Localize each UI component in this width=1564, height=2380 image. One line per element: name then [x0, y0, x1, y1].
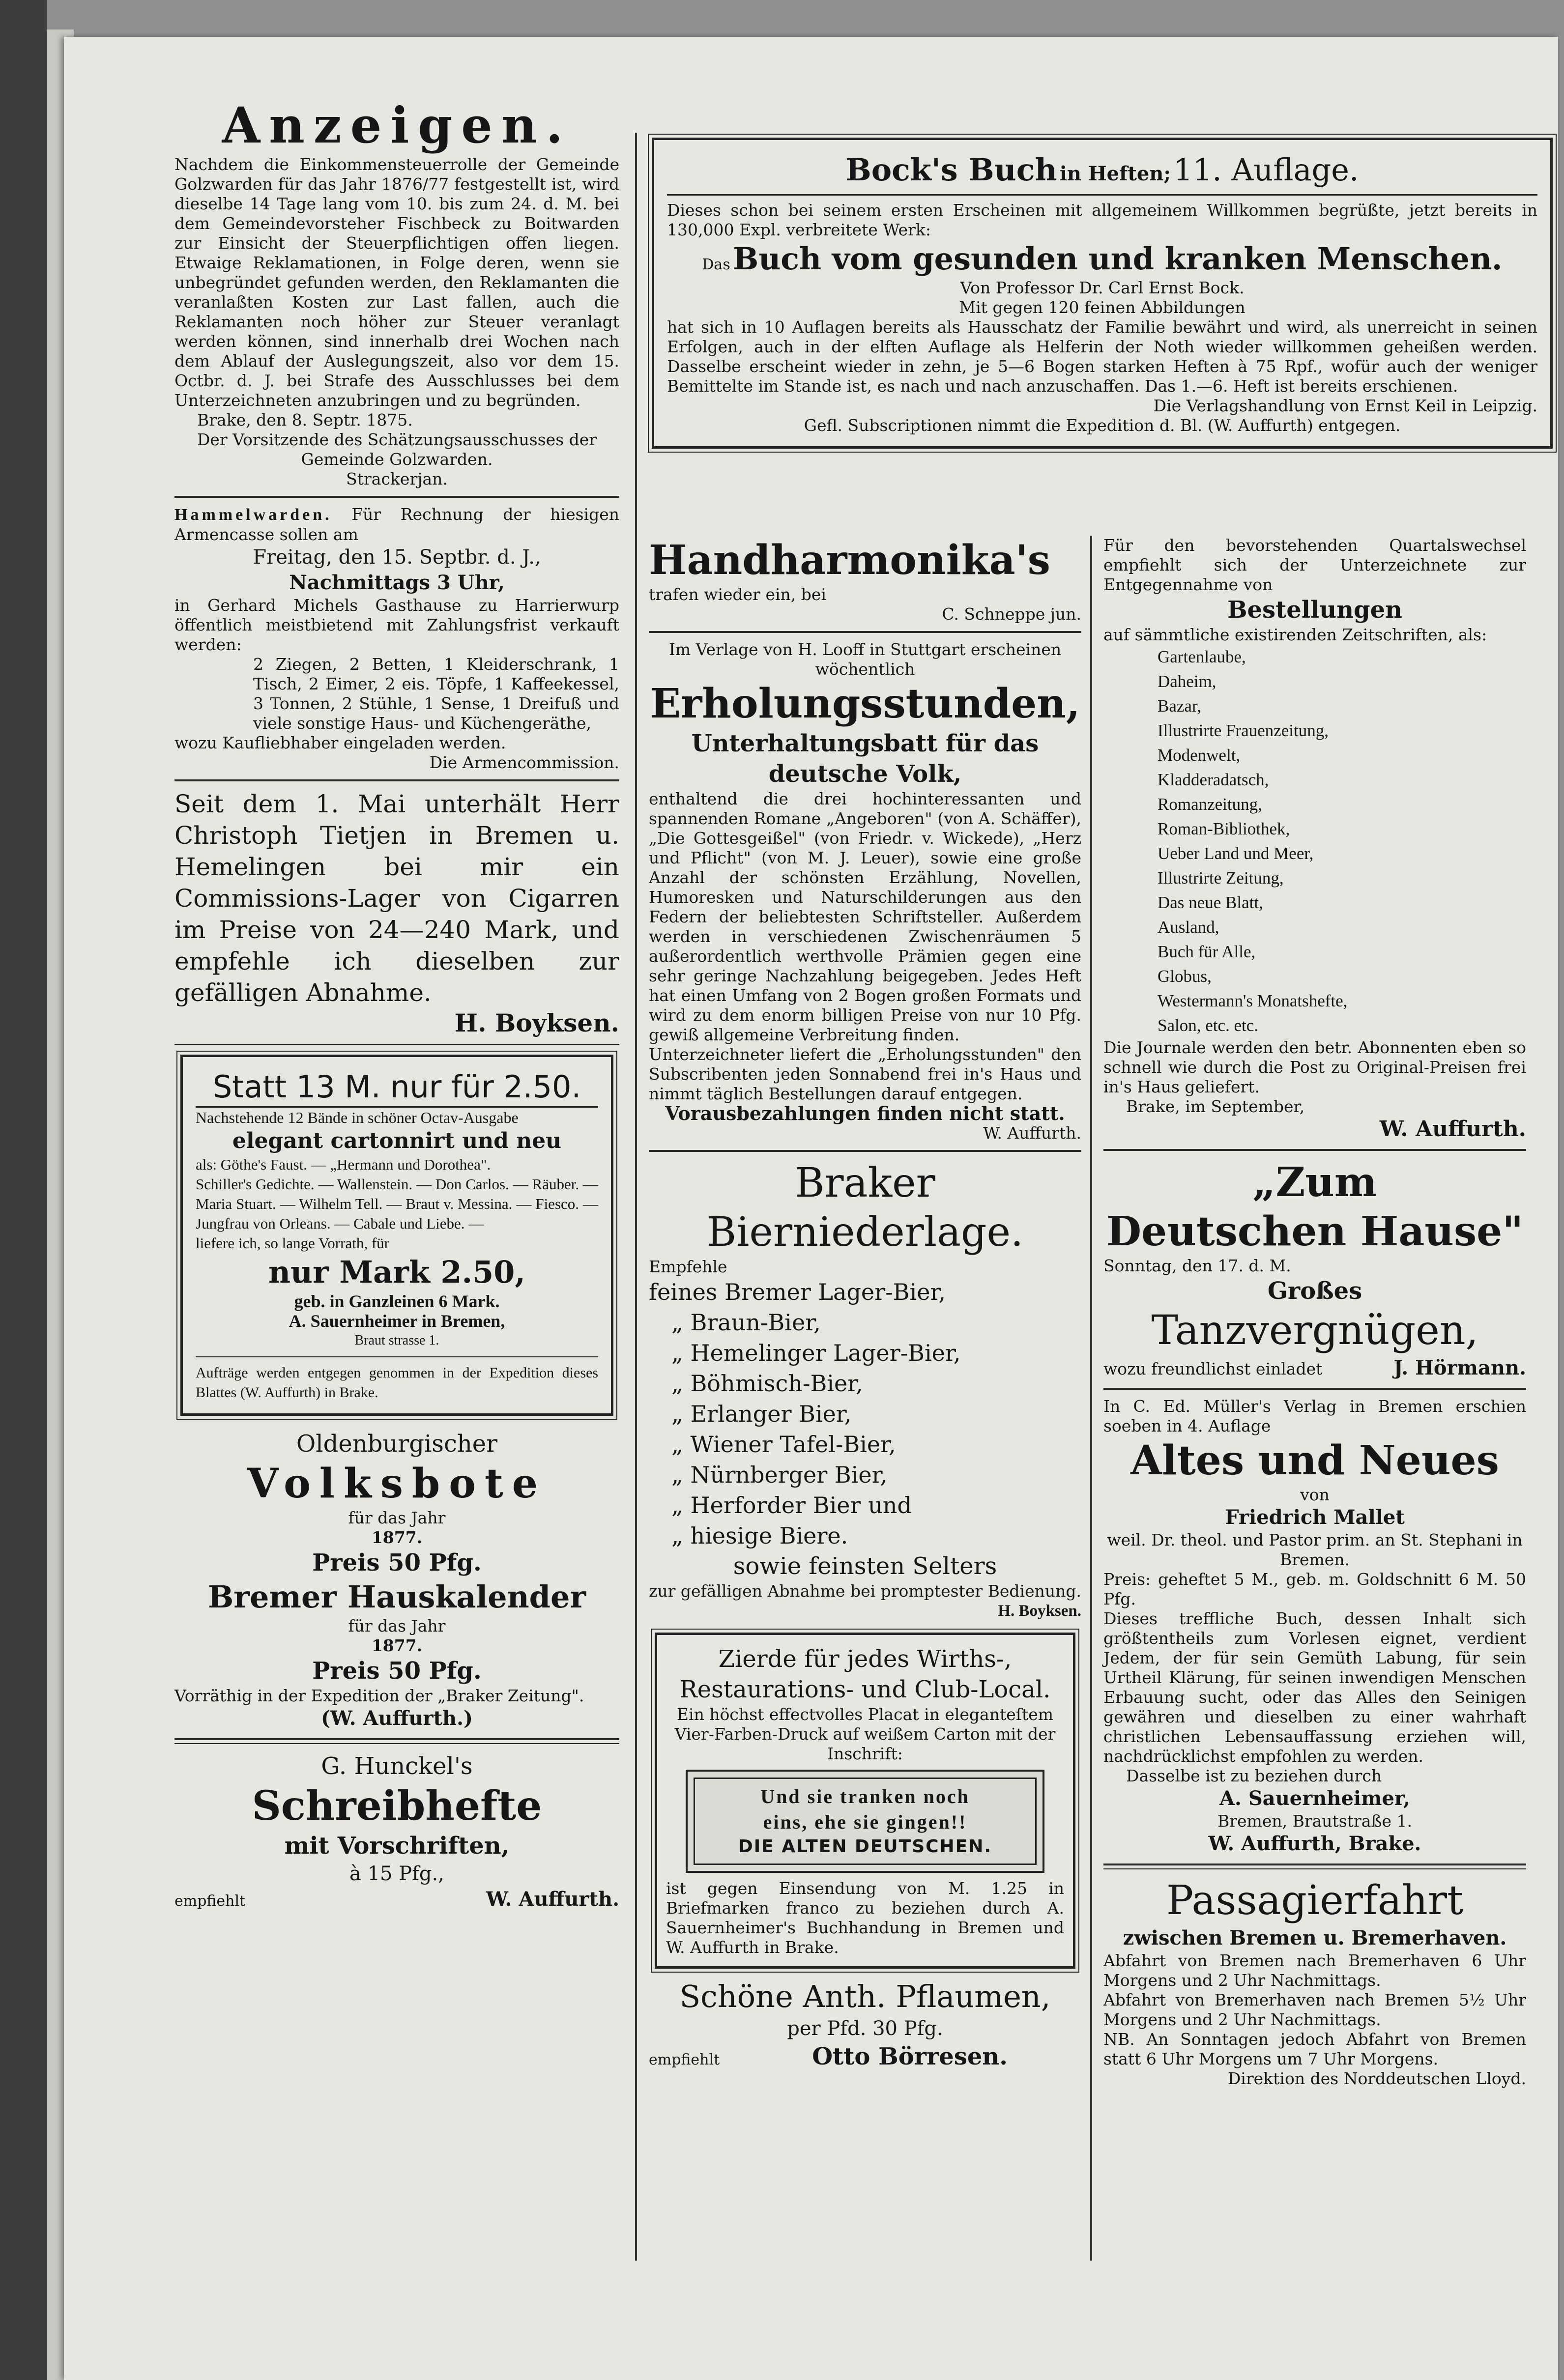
plums-price: per Pfd. 30 Pfg.	[787, 2017, 943, 2040]
dance-big-word: Großes	[1267, 1277, 1362, 1305]
notice-books-offer	[180, 1055, 613, 1416]
offer-orders: Aufträge werden entgegen genommen in der Expedition dieses Blattes (W. Auffurth) in Brake.	[196, 1365, 598, 1401]
journal-item: Buch für Alle,	[1158, 942, 1256, 961]
erhol-sub1: Unterhaltungsbatt für das	[691, 730, 1039, 757]
copybook-signer: W. Auffurth.	[486, 1888, 619, 1911]
divider	[174, 496, 619, 498]
beer-item: feines Bremer Lager-Bier,	[649, 1279, 946, 1305]
auction-items: 2 Ziegen, 2 Betten, 1 Kleiderschrank, 1 Tisch, 2 Eimer, 2 eis. Töpfe, 1 Kaffeekessel, 3 Tonnen, 2 Stühle, 1 Sense, 1 Dreifuß und viele sonstige Haus- und Küchengeräthe,	[253, 655, 619, 733]
beer-item: „ Herforder Bier und	[671, 1492, 912, 1519]
bock-author: Von Professor Dr. Carl Ernst Bock.	[960, 278, 1245, 297]
journal-item: Gartenlaube,	[1158, 647, 1246, 666]
erhol-intro: Im Verlage von H. Looff in Stuttgart erscheinen wöchentlich	[668, 640, 1062, 679]
copybook-recommend: empfiehlt	[174, 1893, 246, 1910]
ferry-signer: Direktion des Norddeutschen Lloyd.	[1227, 2069, 1526, 2088]
offer-street: Braut strasse 1.	[354, 1333, 439, 1348]
erhol-body: enthaltend die drei hochinteressanten und spannenden Romane „Angeboren" (von A. Schäffer), „Die Gottesgeißel" (von Friedr. v. Wickede), „Herz und Pflicht" (von M. J. Leuer), sowie eine große Anzahl der schönsten Erzählung, Novellen, Humoresken und Naturschilderungen aus den Federn der beliebtesten Schriftsteller. Außerdem werden in verschiedenen Zwischenräumen 5 außerordentlich werthvolle Prämien gegen eine sehr geringe Nachzahlung beigegeben. Jedes Heft hat einen Umfang von 2 Bogen großen Formats und wird zu dem enorm billigen Preise von nur 10 Pfg. gewiß allgemeine Verbreitung finden.	[649, 789, 1081, 1044]
bock-orders: Gefl. Subscriptionen nimmt die Expedition d. Bl. (W. Auffurth) entgegen.	[804, 416, 1401, 435]
calendar-stock: Vorräthig in der Expedition der „Braker Zeitung".	[174, 1686, 584, 1705]
journal-item: Romanzeitung,	[1158, 795, 1262, 814]
notice-auction	[174, 505, 619, 773]
cigar-signer: H. Boyksen.	[454, 1008, 619, 1037]
offer-headline: Statt 13 M. nur für 2.50.	[196, 1068, 598, 1108]
journal-item: Kladderadatsch,	[1158, 770, 1269, 789]
offer-bound: geb. in Ganzleinen 6 Mark.	[294, 1291, 500, 1311]
erhol-sub2: deutsche Volk,	[768, 760, 962, 788]
altes-order: Dasselbe ist zu beziehen durch	[1126, 1766, 1382, 1785]
hauskalender-price: Preis 50 Pfg.	[312, 1657, 482, 1685]
erhol-prepay: Vorausbezahlungen finden nicht statt.	[665, 1102, 1065, 1124]
offer-line1: Nachstehende 12 Bände in schöner Octav-Ausgabe	[196, 1109, 519, 1126]
divider	[196, 1356, 598, 1357]
dance-invite: wozu freundlichst einladet	[1103, 1359, 1323, 1378]
notice-altes-und-neues	[1103, 1397, 1526, 1857]
calendar-signer: (W. Auffurth.)	[321, 1707, 473, 1730]
divider	[649, 631, 1081, 633]
auction-place: in Gerhard Michels Gasthause zu Harrierwurp öffentlich meistbietend mit Zahlungsfrist verkauft werden:	[174, 596, 619, 654]
copybook-price: à 15 Pfg.,	[349, 1863, 444, 1885]
beer-recommend: Empfehle	[649, 1257, 727, 1276]
notice-copybooks	[174, 1751, 619, 1912]
divider	[174, 1738, 619, 1744]
subs-intro: Für den bevorstehenden Quartalswechsel empfiehlt sich der Unterzeichnete zur Entgegennahme von	[1103, 536, 1526, 594]
beer-title: Braker Bierniederlage.	[706, 1160, 1024, 1256]
beer-item: „ hiesige Biere.	[671, 1522, 848, 1549]
dance-date: Sonntag, den 17. d. M.	[1103, 1256, 1291, 1275]
ferry-dep2: Abfahrt von Bremerhaven nach Bremen 5½ Uhr Morgens und 2 Uhr Nachmittags.	[1103, 1990, 1526, 2029]
copybook-maker: G. Hunckel's	[321, 1752, 473, 1780]
altes-seller: A. Sauernheimer,	[1219, 1787, 1410, 1810]
beer-item: „ Böhmisch-Bier,	[671, 1370, 863, 1397]
journal-item: Globus,	[1158, 967, 1212, 986]
hauskalender-title: Bremer Hauskalender	[207, 1579, 586, 1615]
subs-signer: W. Auffurth.	[1379, 1117, 1526, 1142]
notice-subscriptions	[1103, 536, 1526, 1142]
volksbote-prefix: Oldenburgischer	[296, 1430, 498, 1458]
accordion-signer: C. Schneppe jun.	[942, 604, 1081, 624]
notice-cigars	[174, 788, 619, 1038]
placard-sign-line1: Und sie tranken noch	[760, 1785, 970, 1807]
divider	[1103, 1864, 1526, 1869]
beer-item: „ Hemelinger Lager-Bier,	[671, 1340, 961, 1366]
beer-seltzer: sowie feinsten Selters	[733, 1552, 997, 1580]
copybook-sub: mit Vorschriften,	[284, 1832, 510, 1860]
notice-calendars	[174, 1429, 619, 1731]
notice-signer: Strackerjan.	[346, 469, 448, 488]
altes-author-title: weil. Dr. theol. und Pastor prim. an St. Stephani in Bremen.	[1107, 1530, 1523, 1569]
placard-title: Zierde für jedes Wirths-, Restaurations- und Club-Local.	[679, 1645, 1051, 1703]
ferry-title: Passagierfahrt	[1166, 1877, 1464, 1924]
column-divider	[635, 133, 637, 2261]
altes-price: Preis: geheftet 5 M., geb. m. Goldschnitt 6 M. 50 Pfg.	[1103, 1570, 1526, 1608]
journal-item: Ausland,	[1158, 918, 1219, 937]
subs-sub: auf sämmtliche existirenden Zeitschriften, als:	[1103, 625, 1487, 644]
offer-line3: als: Göthe's Faust. — „Hermann und Dorothea".	[196, 1156, 491, 1173]
cigar-text: Seit dem 1. Mai unterhält Herr Christoph Tietjen in Bremen u. Hemelingen bei mir ein Commissions-Lager von Cigarren im Preise von 24—240 Mark, und empfehle ich dieselben zur gefälligen Abnahme.	[174, 790, 619, 1007]
notice-bocks-book	[649, 138, 1556, 449]
dance-event: Tanzvergnügen,	[1151, 1307, 1478, 1354]
beer-close: zur gefälligen Abnahme bei promptester Bedienung.	[649, 1581, 1081, 1601]
notice-beer-depot	[649, 1159, 1081, 1621]
bock-book-title: Buch vom gesunden und kranken Menschen.	[732, 241, 1503, 277]
journal-item: Illustrirte Frauenzeitung,	[1158, 721, 1329, 740]
notice-erholungsstunden	[649, 640, 1081, 1143]
erhol-title: Erholungsstunden,	[650, 680, 1080, 727]
beer-item: „ Nürnberger Bier,	[671, 1462, 888, 1488]
notice-placard	[655, 1633, 1075, 1969]
notice-signer-title: Der Vorsitzende des Schätzungsausschusses der Gemeinde Golzwarden.	[197, 430, 597, 469]
column-left	[174, 96, 619, 1912]
placard-sign-line3: DIE ALTEN DEUTSCHEN.	[738, 1836, 992, 1857]
plums-title: Schöne Anth. Pflaumen,	[679, 1979, 1051, 2014]
hauskalender-year: 1877.	[371, 1636, 423, 1655]
notice-body: Nachdem die Einkommensteuerrolle der Gemeinde Golzwarden für das Jahr 1876/77 festgestellt ist, wird dieselbe 14 Tage lang vom 10. bis zum 24. d. M. bei dem Gemeindevorsteher Fischbeck zu Boitwarden zur Einsicht der Steuerpflichtigen offen liegen. Etwaige Reklamationen, in Folge deren, wenn sie unbegründet gefunden werden, den Reklamanten die veranlaßten Kosten zur Last fallen, auch die Reklamanten noch höher zur Steuer veranlagt werden können, sind innerhalb drei Wochen nach dem Ablauf der Auslegungszeit, also vor dem 15. Octbr. d. J. bei Strafe des Ausschlusses bei dem Unterzeichneten anzubringen und zu begründen.	[174, 155, 619, 410]
dance-signer: J. Hörmann.	[1393, 1356, 1526, 1379]
placard-sample	[686, 1770, 1044, 1873]
bock-p1: Dieses schon bei seinem ersten Erscheinen mit allgemeinem Willkommen begrüßte, jetzt bereits in 130,000 Expl. verbreitete Werk:	[667, 201, 1537, 239]
ferry-route: zwischen Bremen u. Bremerhaven.	[1123, 1926, 1507, 1950]
journal-item: Ueber Land und Meer,	[1158, 844, 1314, 863]
altes-signer: W. Auffurth, Brake.	[1208, 1832, 1421, 1855]
volksbote-title: Volksbote	[247, 1460, 547, 1507]
subs-note: Die Journale werden den betr. Abonnenten eben so schnell wie durch die Post zu Original-Preisen frei in's Haus geliefert.	[1103, 1038, 1526, 1096]
journal-item: Salon, etc. etc.	[1158, 1016, 1259, 1035]
bock-publisher: Die Verlagshandlung von Ernst Keil in Leipzig.	[1153, 396, 1537, 415]
bock-p2: hat sich in 10 Auflagen bereits als Hausschatz der Familie bewährt und wird, als unerreicht in seinen Erfolgen, auch in der elften Auflage als Helferin der Noth wieder willkommen geheißen werden. Dasselbe erscheint wieder in zehn, je 5—6 Bogen starken Heften à 75 Rpf., wofür auch der weniger Bemittelte im Stande ist, es nach und nach anzuschaffen. Das 1.—6. Heft ist bereits erschienen.	[667, 317, 1537, 396]
hauskalender-year-label: für das Jahr	[348, 1616, 446, 1635]
dance-line2: Deutschen Hause"	[1106, 1208, 1524, 1255]
copybook-title: Schreibhefte	[252, 1782, 542, 1830]
notice-accordions	[649, 536, 1081, 624]
plums-recommend: empfiehlt	[649, 2051, 720, 2068]
erhol-body2: Unterzeichneter liefert die „Erholungsstunden" den Subscribenten jeden Sonnabend frei in's Haus und nimmt täglich Bestellungen darauf entgegen.	[649, 1045, 1081, 1103]
bock-das: Das	[702, 256, 730, 273]
bock-in-parts: in Heften;	[1059, 162, 1171, 185]
journal-item: Modenwelt,	[1158, 746, 1241, 765]
placard-sign-line2: eins, ehe sie gingen!!	[763, 1811, 967, 1833]
subs-date: Brake, im September,	[1126, 1097, 1305, 1116]
beer-signer: H. Boyksen.	[998, 1602, 1081, 1620]
auction-town: Hammelwarden.	[174, 506, 332, 524]
beer-item: „ Erlanger Bier,	[671, 1401, 852, 1427]
journal-item: Illustrirte Zeitung,	[1158, 868, 1284, 888]
auction-intro: Für Rechnung der hiesigen Armencasse sollen am	[174, 505, 619, 544]
auction-date: Freitag, den 15. Septbr. d. J.,	[253, 546, 541, 569]
section-heading: Anzeigen.	[222, 96, 572, 154]
notice-plums	[649, 1978, 1081, 2072]
beer-item: „ Wiener Tafel-Bier,	[671, 1431, 896, 1458]
offer-line5: liefere ich, so lange Vorrath, für	[196, 1234, 389, 1252]
altes-title: Altes und Neues	[1130, 1437, 1499, 1484]
altes-intro: In C. Ed. Müller's Verlag in Bremen erschien soeben in 4. Auflage	[1103, 1397, 1526, 1435]
offer-line2: elegant cartonnirt und neu	[232, 1128, 562, 1153]
placard-order: ist gegen Einsendung von M. 1.25 in Briefmarken franco zu beziehen durch A. Sauernheimer's Buchhandung in Bremen und W. Auffurth in Brake.	[666, 1879, 1064, 1957]
plums-signer: Otto Börresen.	[812, 2043, 1008, 2070]
subs-title: Bestellungen	[1227, 596, 1403, 624]
volksbote-year-label: für das Jahr	[348, 1508, 446, 1527]
divider	[174, 1044, 619, 1045]
auction-time: Nachmittags 3 Uhr,	[289, 571, 505, 594]
journal-item: Daheim,	[1158, 672, 1216, 691]
altes-seller-addr: Bremen, Brautstraße 1.	[1217, 1811, 1413, 1831]
ferry-dep1: Abfahrt von Bremen nach Bremerhaven 6 Uhr Morgens und 2 Uhr Nachmittags.	[1103, 1951, 1526, 1990]
auction-invite: wozu Kaufliebhaber eingeladen werden.	[174, 733, 506, 752]
divider	[649, 1150, 1081, 1152]
journal-item: Das neue Blatt,	[1158, 893, 1263, 912]
bock-title: Bock's Buch	[845, 152, 1057, 188]
beer-item: „ Braun-Bier,	[671, 1309, 821, 1336]
column-right	[1103, 536, 1526, 2089]
notice-date: Brake, den 8. Septr. 1875.	[197, 410, 413, 430]
altes-body: Dieses treffliche Buch, dessen Inhalt sich größtentheils zum Vorlesen eignet, verdient Jedem, der für sein Gemüth Labung, für sein Urtheil Klärung, für seinen inwendigen Menschen Erbauung sucht, oder das Alles den Seinigen gewähren und dieselben zu einer wahrhaft christlichen Lebensauffassung erziehen will, nachdrücklichst empfohlen zu werden.	[1103, 1609, 1526, 1766]
dance-line1: „Zum	[1252, 1159, 1377, 1206]
accordion-text: trafen wieder ein, bei	[649, 585, 826, 604]
auction-signer: Die Armencommission.	[429, 753, 619, 772]
accordion-title: Handharmonika's	[649, 537, 1050, 584]
volksbote-price: Preis 50 Pfg.	[312, 1549, 482, 1577]
scan-background-edge	[0, 0, 47, 2380]
notice-tax-roll	[174, 96, 619, 489]
altes-author: Friedrich Mallet	[1225, 1506, 1405, 1529]
journal-item: Westermann's Monatshefte,	[1158, 991, 1348, 1010]
ferry-nb: NB. An Sonntagen jedoch Abfahrt von Bremen statt 6 Uhr Morgens um 7 Uhr Morgens.	[1103, 2030, 1526, 2068]
offer-seller: A. Sauernheimer in Bremen,	[289, 1311, 505, 1331]
column-divider	[1090, 536, 1092, 2261]
bock-edition: 11. Auflage.	[1173, 152, 1359, 188]
volksbote-year: 1877.	[371, 1528, 423, 1547]
divider	[174, 779, 619, 781]
erhol-signer: W. Auffurth.	[983, 1123, 1081, 1143]
notice-passenger-ferry	[1103, 1876, 1526, 2089]
bock-illustrations: Mit gegen 120 feinen Abbildungen	[959, 298, 1245, 317]
column-middle	[649, 536, 1081, 2072]
journal-item: Roman-Bibliothek,	[1158, 819, 1290, 838]
offer-line4: Schiller's Gedichte. — Wallenstein. — Don Carlos. — Räuber. — Maria Stuart. — Wilhelm Tell. — Braut v. Messina. — Fiesco. — Jungfrau von Orleans. — Cabale und Liebe. —	[196, 1176, 598, 1232]
divider	[1103, 1388, 1526, 1390]
altes-von: von	[1300, 1485, 1330, 1504]
offer-price: nur Mark 2.50,	[268, 1254, 525, 1290]
journal-item: Bazar,	[1158, 696, 1201, 716]
divider	[1103, 1149, 1526, 1151]
notice-dance	[1103, 1158, 1526, 1381]
placard-desc: Ein höchst effectvolles Placat in eleganteſtem Vier-Farben-Druck auf weißem Carton mit der Inschrift:	[674, 1705, 1056, 1763]
